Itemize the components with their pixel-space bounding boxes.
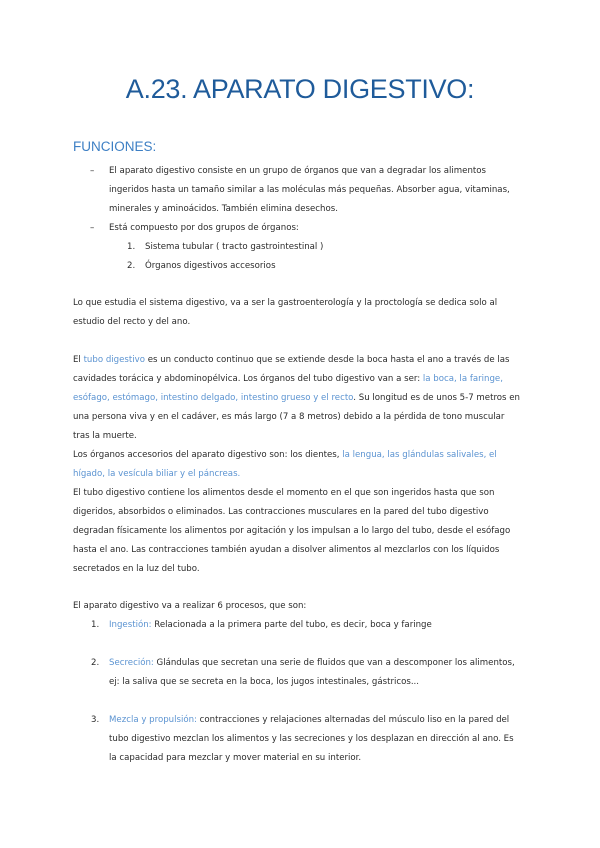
paragraph-line: una persona viva y en el cadáver, es más largo (7 a 8 metros) debido a la pérdida de tono muscular [73, 412, 505, 422]
paragraph-line: digeridos, absorbidos o eliminados. Las contracciones musculares en la pared del tubo digestivo [73, 507, 489, 517]
paragraph-line: degradan físicamente los alimentos por agitación y los impulsan a lo largo del tubo, desde el esófago [73, 526, 511, 536]
highlight-term: tubo digestivo [83, 355, 145, 365]
paragraph-line [73, 465, 240, 484]
paragraph-line: secretados en la luz del tubo. [73, 564, 200, 574]
process-item [109, 616, 432, 635]
text-run: El [73, 355, 84, 365]
paragraph-line: tras la muerte. [73, 431, 137, 441]
text-run: Relacionada a la primera parte del tubo, es decir, boca y faringe [151, 620, 432, 630]
list-item-text: minerales y aminoácidos. También elimina desechos. [109, 204, 338, 214]
list-item-text: Está compuesto por dos grupos de órganos: [109, 223, 299, 233]
text-run: Los órganos accesorios del aparato digestivo son: los dientes, [73, 450, 343, 460]
list-item-text: El aparato digestivo consiste en un grupo de órganos que van a degradar los alimentos [109, 166, 487, 176]
process-item [109, 654, 515, 673]
text-run: contracciones y relajaciones alternadas del músculo liso en la pared del [196, 715, 510, 725]
process-number: 2. [91, 658, 100, 668]
process-item-line: tubo digestivo mezclan los alimentos y las secreciones y los desplazan en dirección al ano. Es [109, 734, 514, 744]
list-bullet: – [90, 223, 95, 233]
paragraph-line: El tubo digestivo contiene los alimentos desde el momento en el que son ingeridos hasta que son [73, 488, 495, 498]
sublist-item: Sistema tubular ( tracto gastrointestinal ) [145, 242, 324, 252]
list-bullet: – [90, 166, 95, 176]
highlight-term: la lengua, las glándulas salivales, el [342, 450, 497, 460]
text-run: cavidades torácica y abdominopélvica. Los órganos del tubo digestivo van a ser: [73, 374, 423, 384]
process-item-line: ej: la saliva que se secreta en la boca, los jugos intestinales, gástricos... [109, 677, 420, 687]
text-run: . Su longitud es de unos 5-7 metros en [353, 393, 521, 403]
sublist-item: Órganos digestivos accesorios [145, 261, 276, 271]
paragraph-line: estudio del recto y del ano. [73, 317, 191, 327]
paragraph-line: Lo que estudia el sistema digestivo, va a ser la gastroenterología y la proctología se dedica solo al [73, 298, 498, 308]
text-run: Glándulas que secretan una serie de fluidos que van a descomponer los alimentos, [153, 658, 515, 668]
highlight-term: hígado, la vesícula biliar y el páncreas. [73, 469, 241, 479]
process-item [109, 711, 509, 730]
paragraph-line: El aparato digestivo va a realizar 6 procesos, que son: [73, 601, 307, 611]
process-term: Ingestión: [109, 620, 152, 630]
text-run: es un conducto continuo que se extiende desde la boca hasta el ano a través de las [145, 355, 510, 365]
page-title: A.23. APARATO DIGESTIVO: [125, 74, 475, 104]
list-item-text: ingeridos hasta un tamaño similar a las moléculas más pequeñas. Absorber agua, vitaminas, [109, 185, 510, 195]
paragraph-line [73, 370, 503, 389]
paragraph-line [73, 389, 520, 408]
paragraph-line [73, 351, 509, 370]
paragraph-line [73, 446, 497, 465]
process-number: 3. [91, 715, 100, 725]
process-item-line: la capacidad para mezclar y mover material en su interior. [109, 753, 362, 763]
highlight-term: la boca, la faringe, [422, 374, 503, 384]
sublist-number: 2. [127, 261, 136, 271]
section-heading-funciones: FUNCIONES: [73, 139, 157, 154]
process-term: Mezcla y propulsión: [109, 715, 197, 725]
paragraph-line: hasta el ano. Las contracciones también ayudan a disolver alimentos al mezclarlos con los líquidos [73, 545, 500, 555]
process-term: Secreción: [109, 658, 154, 668]
highlight-term: esófago, estómago, intestino delgado, intestino grueso y el recto [73, 393, 354, 403]
sublist-number: 1. [127, 242, 136, 252]
process-number: 1. [91, 620, 100, 630]
